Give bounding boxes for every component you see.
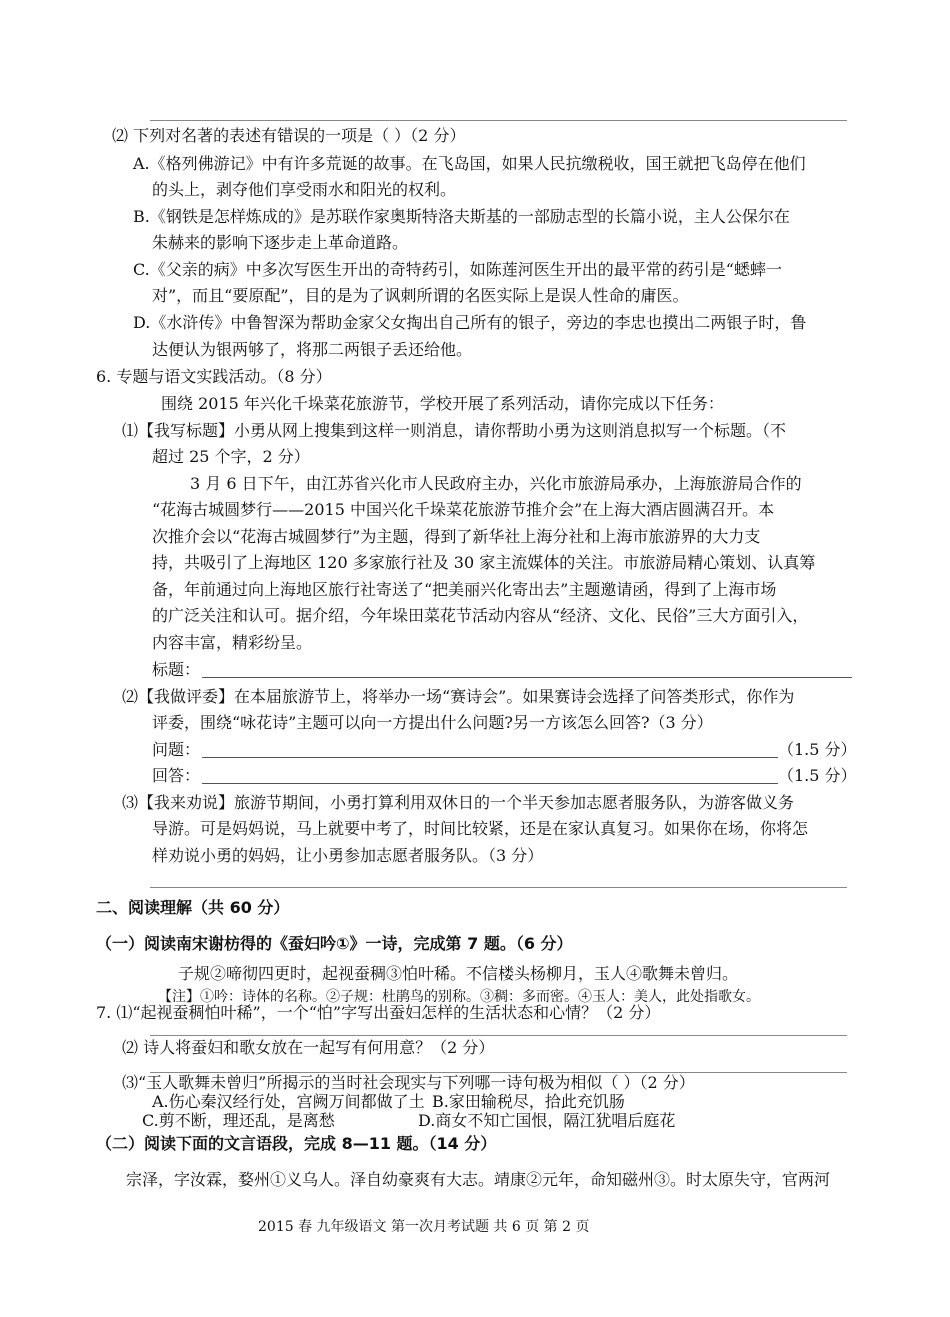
answer-line-q6-3[interactable] [150,887,847,888]
q7-3: ⑶“玉人歌舞未曾归”所揭示的当时社会现实与下列哪一诗句极为相似（ ）（2 分） [122,1073,695,1092]
title-label: 标题： [152,660,201,679]
q6-part2-line1: ⑵【我做评委】在本届旅游节上，将举办一场“赛诗会”。如果赛诗会选择了问答类形式，你作为 [122,687,795,706]
title-answer-line[interactable] [202,677,852,678]
q5-2-option-a-line1: A.《格列佛游记》中有许多荒诞的故事。在飞岛国，如果人民抗缴税收，国王就把飞岛停在他们 [133,154,806,173]
question-label: 问题： [152,740,201,759]
question-score: （1.5 分） [778,740,857,759]
q6-part2-line2: 评委，围绕“咏花诗”主题可以向一方提出什么问题?另一方该怎么回答?（3 分） [152,713,713,732]
q6-part1-line1: ⑴【我写标题】小勇从网上搜集到这样一则消息，请你帮助小勇为这则消息拟写一个标题。（不 [122,421,787,440]
q6-part3-line3: 样劝说小勇的妈妈，让小勇参加志愿者服务队。（3 分） [152,846,544,865]
q6-title: 6. 专题与语文实践活动。（8 分） [96,367,332,386]
q5-2-option-b-line2: 朱赫来的影响下逐步走上革命道路。 [152,233,409,252]
news-line-6: 的广泛关注和认可。据介绍，今年垛田菜花节活动内容从“经济、文化、民俗”三大方面引入， [152,606,809,625]
q5-2-option-c-line2: 对”，而且“要原配”，目的是为了讽刺所谓的名医实际上是误人性命的庸医。 [152,286,689,305]
q6-part3-line2: 导游。可是妈妈说，马上就要中考了，时间比较紧，还是在家认真复习。如果你在场，你将怎 [152,819,809,838]
poem-notes: 【注】①吟：诗体的名称。②子规：杜鹃鸟的别称。③稠：多而密。④玉人：美人，此处指歌女。 [158,989,760,1005]
q7-3-option-d: D.商女不知亡国恨，隔江犹唱后庭花 [418,1111,676,1130]
q5-2-option-d-line2: 达便认为银两够了，将那二两银子丢还给他。 [152,340,473,359]
answer-line-q7-1[interactable] [150,1035,847,1036]
q7-3-option-a: A.伤心秦汉经行处，宫阙万间都做了土 [152,1092,425,1111]
part-2-heading: （二）阅读下面的文言语段，完成 8—11 题。（14 分） [96,1134,497,1153]
q6-part1-line2: 超过 25 个字，2 分） [152,447,310,466]
q5-2-option-b-line1: B.《钢铁是怎样炼成的》是苏联作家奥斯特洛夫斯基的一部励志型的长篇小说，主人公保尔在 [133,207,790,226]
answer-line-top [150,120,847,121]
news-line-7: 内容丰富，精彩纷呈。 [152,633,313,652]
news-line-4: 持，共吸引了上海地区 120 多家旅行社及 30 家主流媒体的关注。市旅游局精心策划、认真筹 [152,553,816,572]
q6-part3-line1: ⑶【我来劝说】旅游节期间，小勇打算利用双休日的一个半天参加志愿者服务队，为游客做义务 [122,793,795,812]
answer-answer-line[interactable] [202,783,778,784]
news-line-3: 次推介会以“花海古城圆梦行”为主题，得到了新华社上海分社和上海市旅游界的大力支 [152,527,761,546]
question-answer-line[interactable] [202,757,778,758]
q7-3-option-c: C.剪不断，理还乱，是离愁 [142,1111,335,1130]
q7-3-option-b: B.家田输税尽，拾此充饥肠 [432,1092,625,1111]
section-2-title: 二、阅读理解（共 60 分） [96,898,290,917]
q5-2-option-a-line2: 的头上，剥夺他们享受雨水和阳光的权利。 [152,180,457,199]
news-line-2: “花海古城圆梦行——2015 中国兴化千垛菜花旅游节推介会”在上海大酒店圆满召开。本 [152,500,775,519]
news-line-1: 3 月 6 日下午，由江苏省兴化市人民政府主办，兴化市旅游局承办，上海旅游局合作的 [190,474,802,493]
part-1-heading: （一）阅读南宋谢枋得的《蚕妇吟①》一诗，完成第 7 题。（6 分） [96,934,573,953]
answer-score: （1.5 分） [778,766,857,785]
q6-intro: 围绕 2015 年兴化千垛菜花旅游节，学校开展了系列活动，请你完成以下任务： [161,394,724,413]
page-footer: 2015 春 九年级语文 第一次月考试题 共 6 页 第 2 页 [258,1219,590,1235]
q5-2-option-c-line1: C.《父亲的病》中多次写医生开出的奇特药引，如陈莲河医生开出的最平常的药引是“蟋蟀一 [133,260,782,279]
q5-2-option-d-line1: D.《水浒传》中鲁智深为帮助金家父女掏出自己所有的银子，旁边的李忠也摸出二两银子时，鲁 [133,313,807,332]
poem-text: 子规②啼彻四更时，起视蚕稠③怕叶稀。不信楼头杨柳月，玉人④歌舞未曾归。 [178,964,739,983]
classical-text: 宗泽，字汝霖，婺州①义乌人。泽自幼豪爽有大志。靖康②元年，命知磁州③。时太原失守，官两河 [126,1170,831,1189]
q5-2-stem: ⑵ 下列对名著的表述有错误的一项是（ ）（2 分） [112,126,466,145]
q7-1: 7. ⑴“起视蚕稠怕叶稀”，一个“怕”字写出蚕妇怎样的生活状态和心情？（2 分） [96,1003,661,1022]
answer-label: 回答： [152,766,201,785]
news-line-5: 备，年前通过向上海地区旅行社寄送了“把美丽兴化寄出去”主题邀请函，得到了上海市场 [152,580,777,599]
q7-2: ⑵ 诗人将蚕妇和歌女放在一起写有何用意？（2 分） [122,1038,495,1057]
